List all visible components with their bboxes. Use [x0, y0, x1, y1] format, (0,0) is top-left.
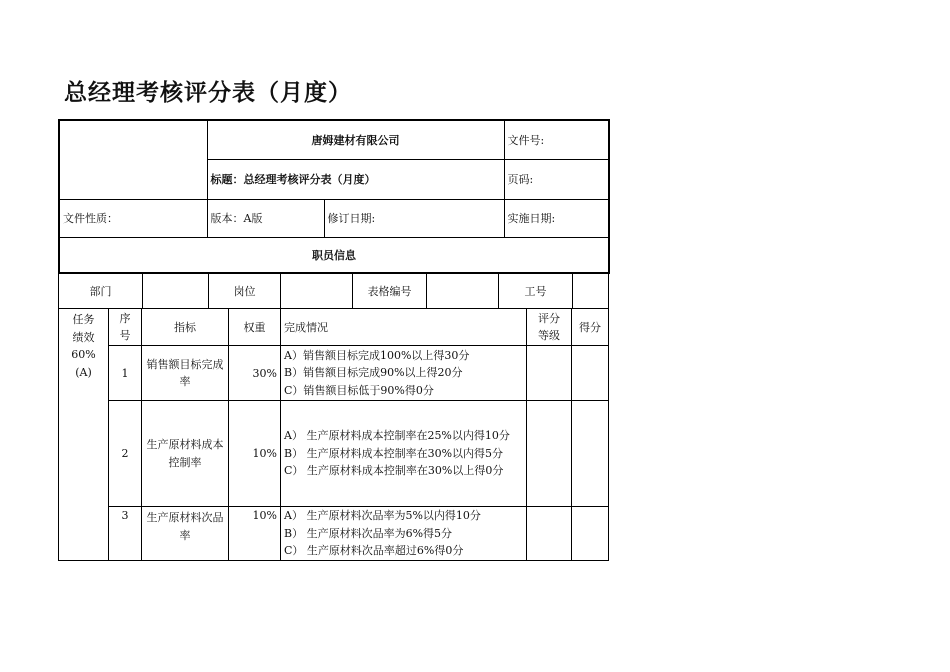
- effective-date-label: 实施日期:: [504, 199, 609, 237]
- position-label: 岗位: [209, 273, 281, 309]
- row-score[interactable]: [572, 401, 609, 507]
- employee-no-value[interactable]: [573, 273, 609, 309]
- row-indicator: [142, 346, 229, 401]
- row-weight: 10%: [229, 507, 281, 561]
- seq-header-line: 序: [119, 311, 131, 325]
- completion-header: 完成情况: [281, 309, 527, 346]
- row-seq: 2: [109, 401, 142, 507]
- dept-value[interactable]: [143, 273, 209, 309]
- company-name: 唐姆建材有限公司: [207, 120, 504, 159]
- row-seq: 3: [109, 507, 142, 561]
- row-indicator: [142, 507, 229, 561]
- version-label: 版本：A版: [207, 199, 324, 237]
- category-line: 绩效: [72, 330, 95, 344]
- form-no-label: 表格编号: [353, 273, 427, 309]
- row-rating[interactable]: [527, 346, 572, 401]
- category-line: 任务: [72, 313, 95, 326]
- revision-date-label: 修订日期:: [324, 199, 504, 237]
- row-indicator-text: 生产原材料成本控制率: [146, 438, 224, 469]
- row-rating[interactable]: [527, 401, 572, 507]
- page-title: 总经理考核评分表（月度）: [64, 80, 352, 106]
- page-no-label: 页码:: [504, 159, 609, 199]
- row-criteria: [281, 507, 527, 561]
- kpi-table: [58, 308, 609, 561]
- logo-cell: [59, 120, 207, 199]
- staff-info-table: [58, 272, 609, 309]
- rating-header: [527, 309, 572, 346]
- row-seq: 1: [109, 346, 142, 401]
- employee-no-label: 工号: [499, 273, 573, 309]
- doc-nature-label: 文件性质：: [59, 199, 207, 237]
- category-line: 60%: [71, 348, 96, 361]
- category-line: (A): [75, 365, 92, 379]
- criteria-line: B） 生产原材料次品率为6%得5分: [284, 526, 453, 540]
- row-indicator-text: 生产原材料次品率: [146, 511, 224, 542]
- row-indicator-text: 销售额目标完成率: [146, 357, 224, 388]
- seq-header-line: 号: [119, 329, 131, 342]
- criteria-line: B） 生产原材料成本控制率在30%以内得5分: [284, 446, 504, 460]
- indicator-header: 指标: [142, 309, 229, 346]
- row-indicator: [142, 401, 229, 507]
- row-score[interactable]: [572, 346, 609, 401]
- score-header: 得分: [572, 309, 609, 346]
- criteria-line: C） 生产原材料成本控制率在30%以上得0分: [284, 464, 504, 478]
- table-row: [59, 507, 609, 561]
- document-header-table: [58, 119, 610, 274]
- row-rating[interactable]: [527, 507, 572, 561]
- dept-label: 部门: [59, 273, 143, 309]
- criteria-line: A） 生产原材料次品率为5%以内得10分: [284, 509, 481, 522]
- table-row: [59, 401, 609, 507]
- row-criteria: [281, 346, 527, 401]
- criteria-line: B）销售额目标完成90%以上得20分: [284, 366, 463, 380]
- criteria-line: C） 生产原材料次品率超过6%得0分: [284, 544, 464, 557]
- seq-header: [109, 309, 142, 346]
- staff-info-title: 职员信息: [59, 237, 609, 273]
- position-value[interactable]: [281, 273, 353, 309]
- doc-no-label: 文件号:: [504, 120, 609, 159]
- criteria-line: C）销售额目标低于90%得0分: [284, 383, 434, 397]
- weight-header: 权重: [229, 309, 281, 346]
- rating-header-line: 等级: [538, 329, 560, 342]
- category-cell: [59, 309, 109, 561]
- row-criteria: [281, 401, 527, 507]
- form-no-value[interactable]: [427, 273, 499, 309]
- row-weight: 30%: [229, 346, 281, 401]
- criteria-line: A）销售额目标完成100%以上得30分: [284, 348, 470, 362]
- row-weight: 10%: [229, 401, 281, 507]
- doc-subject: 标题：总经理考核评分表（月度）: [207, 159, 504, 199]
- row-score[interactable]: [572, 507, 609, 561]
- criteria-line: A） 生产原材料成本控制率在25%以内得10分: [284, 429, 510, 443]
- rating-header-line: 评分: [538, 311, 560, 325]
- table-row: [59, 346, 609, 401]
